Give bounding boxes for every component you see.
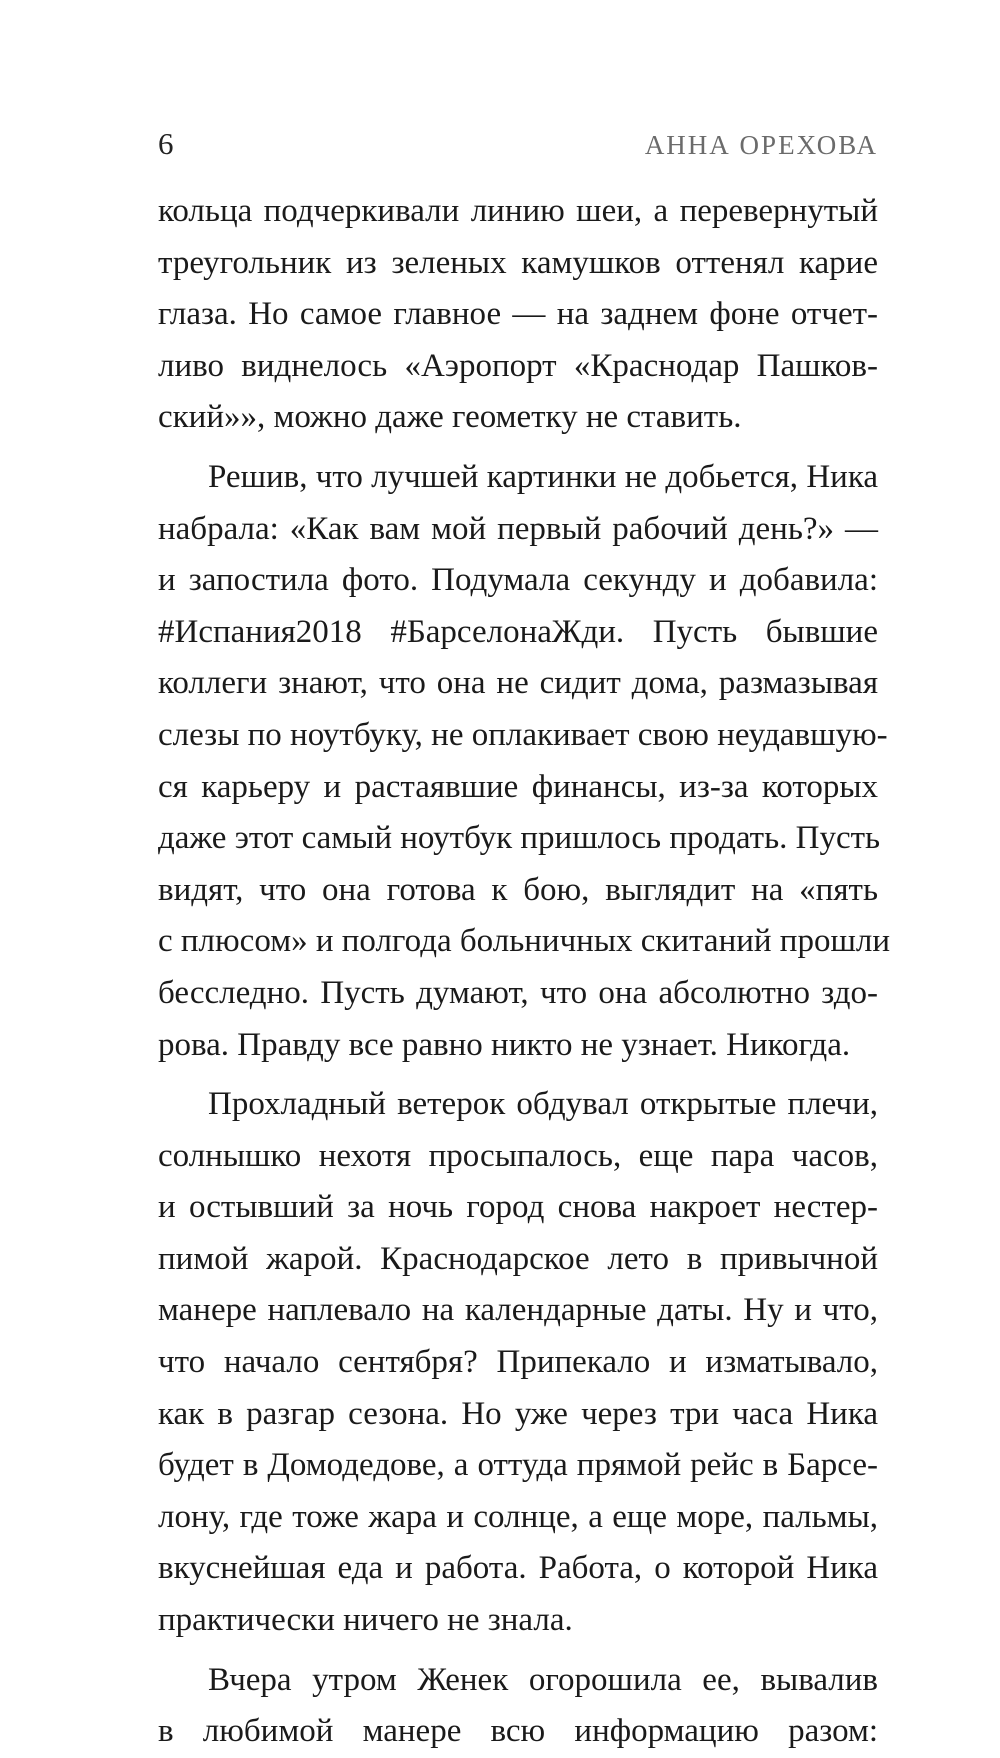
text-line: кольца подчеркивали линию шеи, а перевернутый (158, 193, 878, 229)
text-line: что начало сентября? Припекало и изматывало, (158, 1344, 878, 1381)
text-line: коллеги знают, что она не сидит дома, размазывая (158, 665, 878, 702)
text-line: в любимой манере всю информацию разом: (158, 1713, 878, 1750)
text-line: манере наплевало на календарные даты. Ну и что, (158, 1292, 878, 1329)
text-line: практически ничего не знала. (158, 1602, 573, 1639)
text-line: лону, где тоже жара и солнце, а еще море, пальмы, (158, 1498, 878, 1535)
text-line: Прохладный ветерок обдувал открытые плечи, (208, 1086, 878, 1123)
text-line: даже этот самый ноутбук пришлось продать. Пусть (158, 820, 881, 857)
text-line: солнышко нехотя просыпалось, еще пара часов, (158, 1137, 878, 1174)
text-line: вкуснейшая еда и работа. Работа, о которой Ника (158, 1550, 878, 1587)
text-line: треугольник из зеленых камушков оттенял карие (158, 244, 878, 281)
text-line: рова. Правду все равно никто не узнает. Никогда. (158, 1026, 851, 1063)
text-line: глаза. Но самое главное — на заднем фоне отчет- (158, 296, 878, 333)
text-line: ский»», можно даже геометку не ставить. (158, 399, 742, 436)
text-line: как в разгар сезона. Но уже через три часа Ника (158, 1395, 878, 1432)
author-name: АННА ОРЕХОВА (644, 130, 878, 160)
text-line: #Испания2018 #БарселонаЖди. Пусть бывшие (158, 613, 878, 650)
text-line: видят, что она готова к бою, выглядит на «пять (158, 871, 878, 908)
text-line: с плюсом» и полгода больничных скитаний прошли (158, 923, 890, 960)
body-text (158, 186, 890, 1758)
text-line: ливо виднелось «Аэропорт «Краснодар Пашков- (158, 347, 878, 384)
text-line: ся карьеру и растаявшие финансы, из-за которых (158, 768, 878, 805)
text-line: слезы по ноутбуку, не оплакивает свою неудавшую- (158, 716, 888, 753)
text-line: будет в Домодедове, а оттуда прямой рейс в Барсе- (158, 1447, 878, 1484)
text-line: бесследно. Пусть думают, что она абсолютно здо- (158, 974, 878, 1011)
page-number: 6 (158, 126, 174, 161)
running-head (158, 126, 878, 166)
text-line: Решив, что лучшей картинки не добьется, Ника (208, 458, 878, 495)
text-line: набрала: «Как вам мой первый рабочий день?» — (158, 510, 878, 547)
text-line: пимой жарой. Краснодарское лето в привычной (158, 1240, 878, 1277)
text-line: и запостила фото. Подумала секунду и добавила: (158, 562, 878, 599)
text-line: Вчера утром Женек огорошила ее, вывалив (208, 1661, 878, 1698)
text-line: и остывший за ночь город снова накроет нестер- (158, 1189, 878, 1226)
